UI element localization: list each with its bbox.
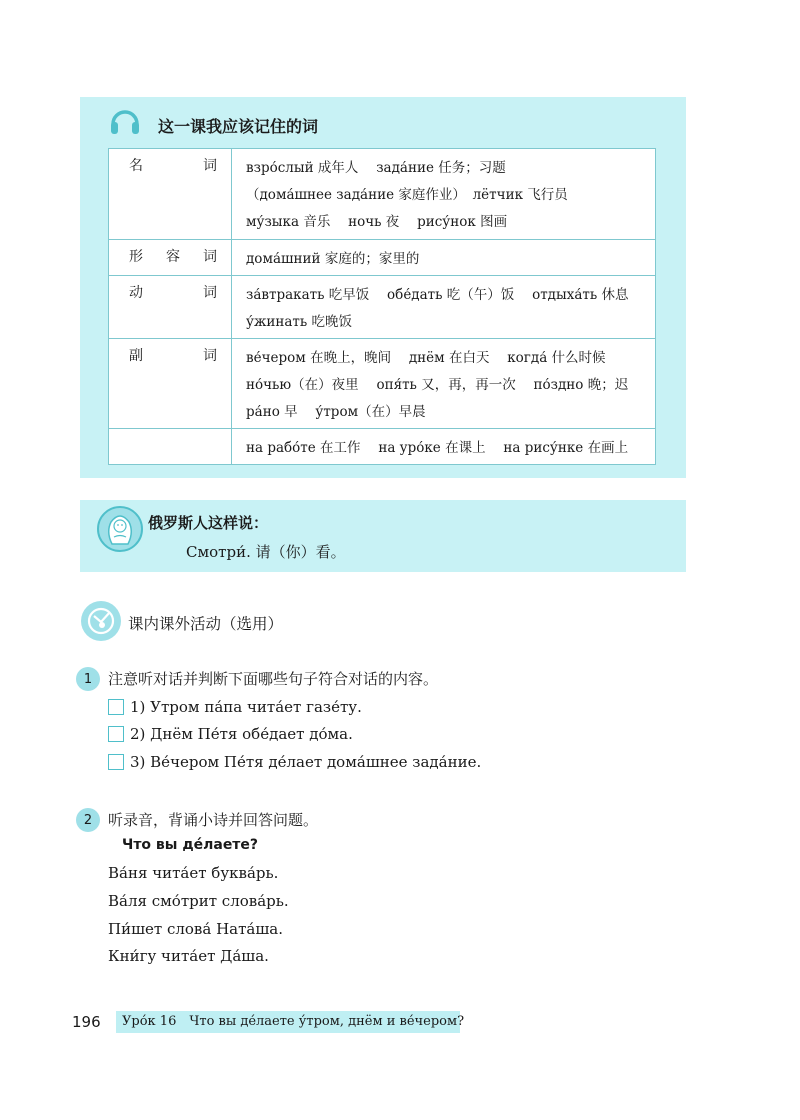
page-number: 196: [72, 1013, 101, 1031]
activity-icon: [80, 600, 122, 642]
task-instruction: 听录音，背诵小诗并回答问题。: [108, 811, 319, 829]
poem-line: Ва́ля смо́трит слова́рь.: [108, 892, 289, 910]
vocab-line: у́жинать 吃晚饭: [246, 314, 353, 330]
vocab-line: на рабо́те 在工作 на уро́ке 在课上 на рису́нке 在画上: [246, 440, 629, 456]
footer-lesson-title: Уро́к 16 Что вы де́лаете у́тром, днём и ве́чером?: [116, 1011, 460, 1033]
checkbox[interactable]: [108, 754, 124, 770]
vocab-table: [108, 148, 656, 465]
vocab-row-adverbs: [109, 339, 656, 429]
headphones-icon: [108, 104, 142, 138]
pos-label: 词: [203, 158, 217, 174]
vocab-line: за́втракать 吃早饭 обе́дать 吃（午）饭 отдыха́ть 休息: [246, 287, 629, 303]
say-box: [80, 500, 686, 572]
option-text: 2) Днём Пе́тя обе́дает до́ма.: [130, 725, 353, 743]
poem-line: Пи́шет слова́ Ната́ша.: [108, 920, 284, 938]
pos-label: 名: [129, 158, 143, 174]
pos-label: 副: [129, 348, 143, 364]
pos-label: 动: [129, 285, 143, 301]
poem-line: Кни́гу чита́ет Да́ша.: [108, 947, 269, 965]
say-title: 俄罗斯人这样说：: [148, 514, 269, 532]
pos-label: 词: [203, 285, 217, 301]
answer-option[interactable]: [108, 753, 481, 771]
task-number-badge: 1: [76, 667, 100, 691]
option-text: 1) Утром па́па чита́ет газе́ту.: [130, 698, 362, 716]
vocab-line: ве́чером 在晚上，晚间 днём 在白天 когда́ 什么时候: [246, 350, 606, 366]
vocab-title: 这一课我应该记住的词: [158, 117, 319, 136]
poem-line: Ва́ня чита́ет буква́рь.: [108, 864, 279, 882]
option-text: 3) Ве́чером Пе́тя де́лает дома́шнее зада́ние.: [130, 753, 482, 771]
pos-label: 词: [203, 249, 217, 265]
vocab-line: взро́слый 成年人 зада́ние 任务；习题: [246, 160, 506, 176]
vocab-line: но́чью（在）夜里 опя́ть 又，再，再一次 по́здно 晚；迟: [246, 377, 629, 393]
activity-title: 课内课外活动（选用）: [128, 615, 284, 633]
pos-label: 词: [203, 348, 217, 364]
task-instruction: 注意听对话并判断下面哪些句子符合对话的内容。: [108, 670, 439, 688]
task-number-badge: 2: [76, 808, 100, 832]
vocab-row-adjectives: [109, 240, 656, 276]
vocab-row-phrases: [109, 429, 656, 465]
pos-label: 形: [129, 249, 143, 265]
vocab-row-verbs: [109, 276, 656, 339]
matryoshka-icon: [97, 504, 143, 554]
vocab-line: му́зыка 音乐 ночь 夜 рису́нок 图画: [246, 214, 508, 230]
answer-option[interactable]: [108, 725, 353, 743]
pos-label: 容: [166, 249, 180, 265]
vocab-line: ра́но 早 у́тром（在）早晨: [246, 404, 426, 420]
checkbox[interactable]: [108, 726, 124, 742]
checkbox[interactable]: [108, 699, 124, 715]
poem-title: Что вы де́лаете?: [122, 837, 259, 853]
vocab-line: （дома́шнее зада́ние 家庭作业） лётчик 飞行员: [246, 187, 568, 203]
answer-option[interactable]: [108, 698, 362, 716]
vocab-row-nouns: [109, 149, 656, 240]
vocab-line: дома́шний 家庭的；家里的: [246, 251, 420, 267]
say-phrase: Смотри́. 请（你）看。: [186, 543, 346, 561]
